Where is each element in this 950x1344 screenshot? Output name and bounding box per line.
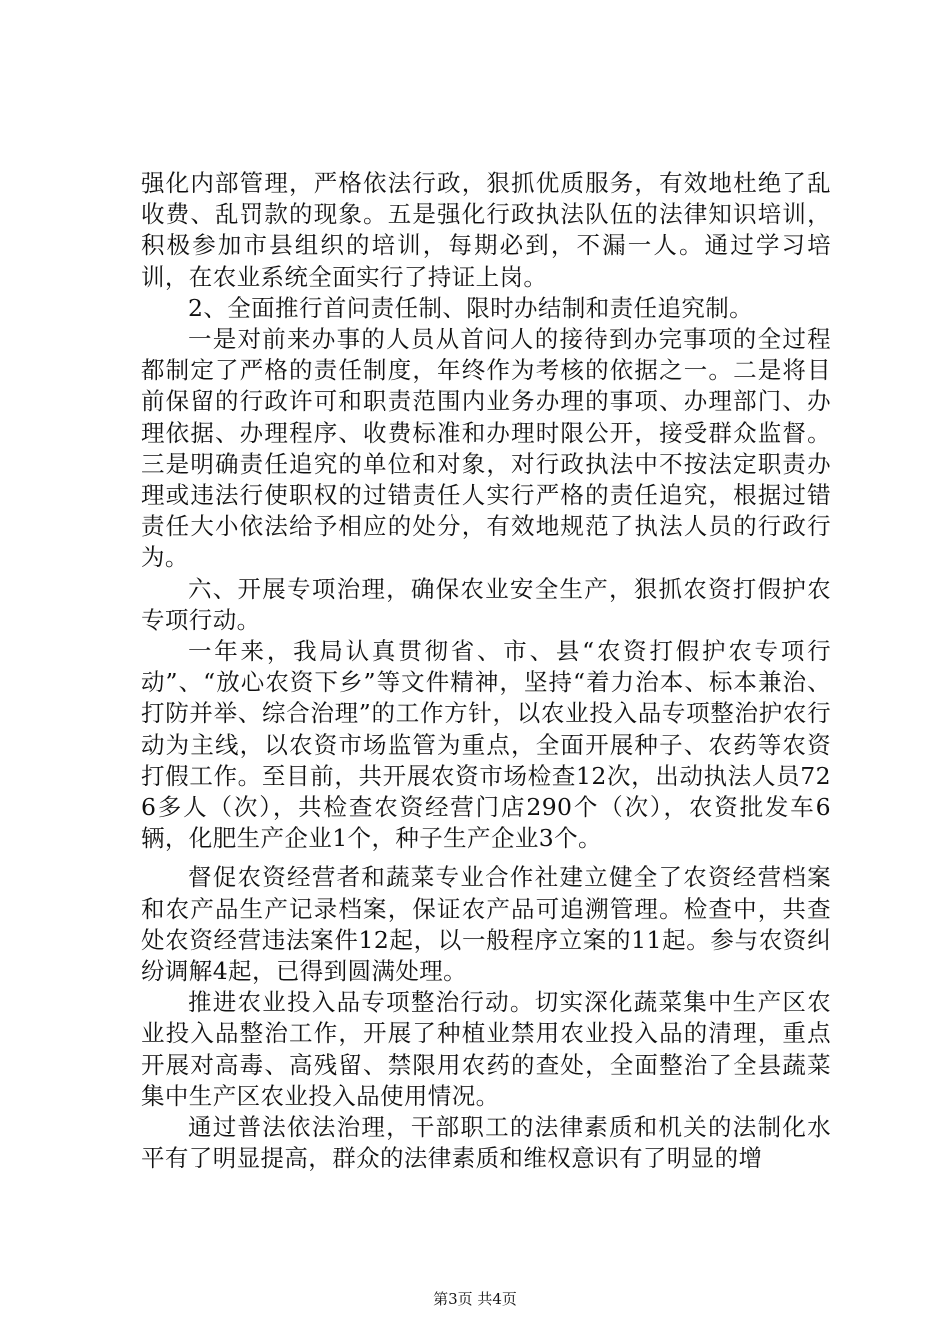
paragraph-7: 推进农业投入品专项整治行动。切实深化蔬菜集中生产区农业投入品整治工作，开展了种植业禁用农业投入品的清理，重点开展对高毒、高残留、禁限用农药的查处，全面整治了全县蔬菜集中生产区农业投入品使用情况。 [141, 988, 831, 1110]
page-footer: 第3页 共4页 [433, 1290, 517, 1308]
paragraph-6: 督促农资经营者和蔬菜专业合作社建立健全了农资经营档案和农产品生产记录档案，保证农产品可追溯管理。检查中，共查处农资经营违法案件12起，以一般程序立案的11起。参与农资纠纷调解4起，已得到圆满处理。 [141, 863, 831, 986]
paragraph-4-heading: 六、开展专项治理，确保农业安全生产，狠抓农资打假护农专项行动。 [141, 574, 831, 634]
paragraph-2-heading: 2、全面推行首问责任制、限时办结制和责任追究制。 [188, 293, 754, 322]
paragraph-3: 一是对前来办事的人员从首问人的接待到办完事项的全过程都制定了严格的责任制度，年终作为考核的依据之一。二是将目前保留的行政许可和职责范围内业务办理的事项、办理部门、办理依据、办理程序、收费标准和办理时限公开，接受群众监督。三是明确责任追究的单位和对象，对行政执法中不按法定职责办理或违法行使职权的过错责任人实行严格的责任追究，根据过错责任大小依法给予相应的处分，有效地规范了执法人员的行政行为。 [141, 325, 831, 572]
paragraph-1: 强化内部管理，严格依法行政，狠抓优质服务，有效地杜绝了乱收费、乱罚款的现象。五是强化行政执法队伍的法律知识培训，积极参加市县组织的培训，每期必到，不漏一人。通过学习培训，在农业系统全面实行了持证上岗。 [141, 169, 831, 291]
paragraph-5: 一年来，我局认真贯彻省、市、县“农资打假护农专项行动”、“放心农资下乡”等文件精神，坚持“着力治本、标本兼治、打防并举、综合治理”的工作方针，以农业投入品专项整治护农行动为主线，以农资市场监管为重点，全面开展种子、农药等农资打假工作。至目前，共开展农资市场检查12次，出动执法人员726多人（次），共检查农资经营门店290个（次），农资批发车6辆，化肥生产企业1个，种子生产企业3个。 [141, 637, 831, 853]
paragraph-8: 通过普法依法治理，干部职工的法律素质和机关的法制化水平有了明显提高，群众的法律素质和维权意识有了明显的增 [141, 1113, 831, 1173]
document-body [141, 168, 831, 1175]
